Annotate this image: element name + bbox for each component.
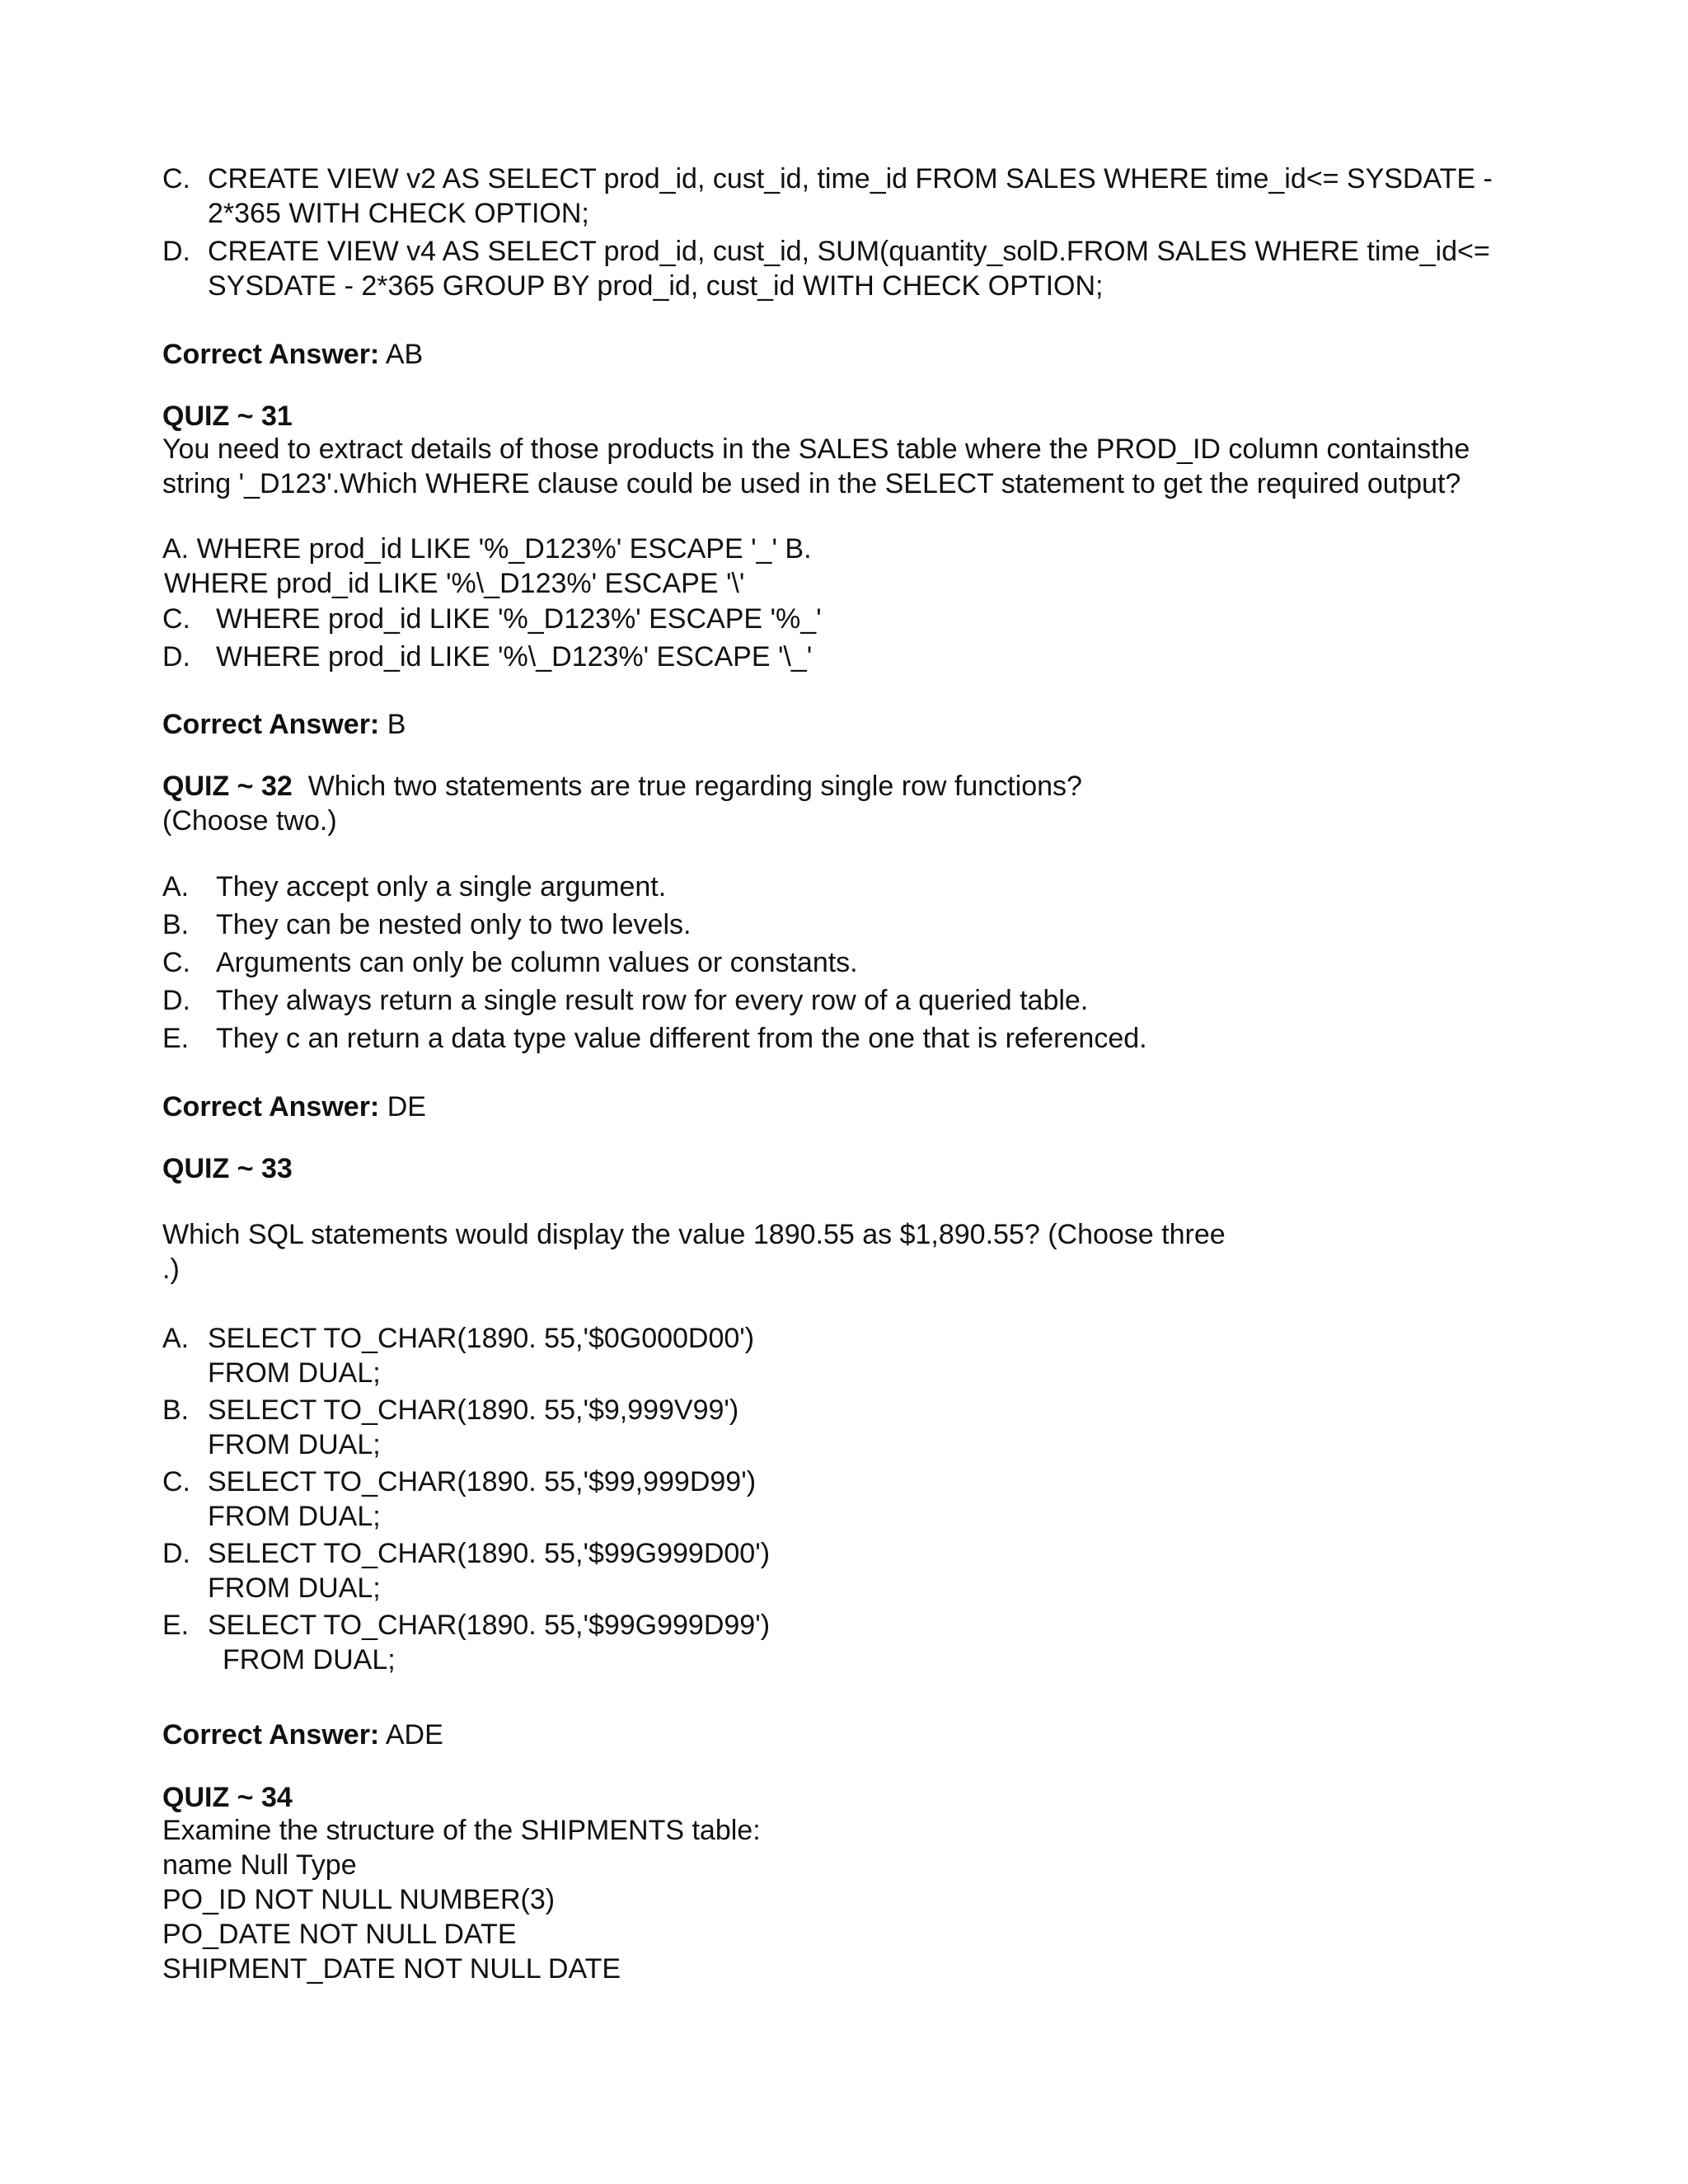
quiz-33-header: QUIZ ~ 33 xyxy=(162,1153,293,1184)
quiz-34-body xyxy=(162,1813,1498,1986)
option-letter: B. xyxy=(162,1394,190,1426)
option-letter: C. xyxy=(162,947,190,978)
correct-answer-q31 xyxy=(162,707,1498,742)
correct-answer-q32 xyxy=(162,1090,1498,1124)
answer-value: ADE xyxy=(385,1719,443,1750)
option-text xyxy=(208,1608,1493,1677)
question-line: Examine the structure of the SHIPMENTS table: xyxy=(162,1815,761,1846)
quiz-32-header: QUIZ ~ 32 xyxy=(162,771,293,802)
table-structure-line: PO_ID NOT NULL NUMBER(3) xyxy=(162,1884,556,1915)
option-line: FROM DUAL; xyxy=(223,1644,396,1675)
question-line: .) xyxy=(162,1254,180,1285)
answer-value: AB xyxy=(385,339,424,370)
quiz-31-question xyxy=(162,432,1498,501)
option-text xyxy=(208,162,1493,231)
option-line: SELECT TO_CHAR(1890. 55,'$99G999D00') xyxy=(208,1538,771,1569)
question-line: (Choose two.) xyxy=(162,805,337,837)
table-structure-line: name Null Type xyxy=(162,1849,357,1881)
option-line: 2*365 WITH CHECK OPTION; xyxy=(208,198,589,229)
option-line: SELECT TO_CHAR(1890. 55,'$99,999D99') xyxy=(208,1466,757,1497)
option-letter: B. xyxy=(162,909,190,940)
quiz-32-question xyxy=(162,769,1498,838)
option-text xyxy=(208,1393,1493,1462)
answer-label: Correct Answer: xyxy=(162,1091,380,1122)
option-letter: C. xyxy=(162,603,190,635)
option-line: SELECT TO_CHAR(1890. 55,'$99G999D99') xyxy=(208,1610,771,1641)
option-line: SYSDATE - 2*365 GROUP BY prod_id, cust_id WITH CHECK OPTION; xyxy=(208,270,1104,302)
question-text: Which two statements are true regarding single row functions? xyxy=(307,771,1082,802)
table-structure-line: PO_DATE NOT NULL DATE xyxy=(162,1919,517,1950)
answer-value: B xyxy=(387,709,406,740)
option-line: SELECT TO_CHAR(1890. 55,'$9,999V99') xyxy=(208,1394,739,1426)
option-line: FROM DUAL; xyxy=(208,1501,381,1532)
option-text xyxy=(208,1321,1493,1390)
question-line: string '_D123'.Which WHERE clause could be used in the SELECT statement to get the required output? xyxy=(162,468,1461,499)
option-text xyxy=(208,1465,1493,1534)
option-text: They accept only a single argument. xyxy=(216,871,667,902)
question-line: You need to extract details of those products in the SALES table where the PROD_ID column containsthe xyxy=(162,434,1470,465)
correct-answer-q33 xyxy=(162,1718,1498,1752)
option-letter: D. xyxy=(162,1538,190,1569)
option-letter: C. xyxy=(162,1466,190,1497)
option-text: WHERE prod_id LIKE '%\_D123%' ESCAPE '\_' xyxy=(216,641,813,673)
option-line: FROM DUAL; xyxy=(208,1572,381,1604)
option-text: WHERE prod_id LIKE '%_D123%' ESCAPE '%_' xyxy=(216,603,822,635)
option-text: They can be nested only to two levels. xyxy=(216,909,692,940)
quiz-31-header: QUIZ ~ 31 xyxy=(162,401,293,432)
option-line: FROM DUAL; xyxy=(208,1429,381,1460)
option-letter: A. xyxy=(162,1323,190,1354)
quiz-31-option-a xyxy=(162,532,1498,601)
table-structure-line: SHIPMENT_DATE NOT NULL DATE xyxy=(162,1953,621,1985)
answer-label: Correct Answer: xyxy=(162,709,380,740)
answer-label: Correct Answer: xyxy=(162,339,380,370)
option-text xyxy=(208,234,1493,303)
option-line: SELECT TO_CHAR(1890. 55,'$0G000D00') xyxy=(208,1323,755,1354)
option-text: They c an return a data type value different from the one that is referenced. xyxy=(216,1023,1147,1054)
option-letter: E. xyxy=(162,1023,190,1054)
option-letter: D. xyxy=(162,985,190,1016)
option-line: WHERE prod_id LIKE '%\_D123%' ESCAPE '\' xyxy=(164,568,745,599)
answer-value: DE xyxy=(387,1091,426,1122)
option-letter: C. xyxy=(162,163,190,194)
quiz-34-header: QUIZ ~ 34 xyxy=(162,1782,293,1813)
question-line: Which SQL statements would display the value 1890.55 as $1,890.55? (Choose three xyxy=(162,1219,1226,1250)
option-text: Arguments can only be column values or constants. xyxy=(216,947,858,978)
option-letter: E. xyxy=(162,1610,190,1641)
option-line: A. WHERE prod_id LIKE '%_D123%' ESCAPE '_' B. xyxy=(162,533,812,565)
option-letter: A. xyxy=(162,871,190,902)
option-line: FROM DUAL; xyxy=(208,1357,381,1389)
option-letter: D. xyxy=(162,236,190,267)
option-text: They always return a single result row for every row of a queried table. xyxy=(216,985,1089,1016)
correct-answer-q30 xyxy=(162,337,1498,372)
answer-label: Correct Answer: xyxy=(162,1719,380,1750)
option-line: CREATE VIEW v4 AS SELECT prod_id, cust_id, SUM(quantity_solD.FROM SALES WHERE time_id<= xyxy=(208,236,1490,267)
option-letter: D. xyxy=(162,641,190,673)
option-text xyxy=(208,1536,1493,1605)
quiz-33-question xyxy=(162,1217,1498,1286)
option-line: CREATE VIEW v2 AS SELECT prod_id, cust_id, time_id FROM SALES WHERE time_id<= SYSDATE - xyxy=(208,163,1493,194)
